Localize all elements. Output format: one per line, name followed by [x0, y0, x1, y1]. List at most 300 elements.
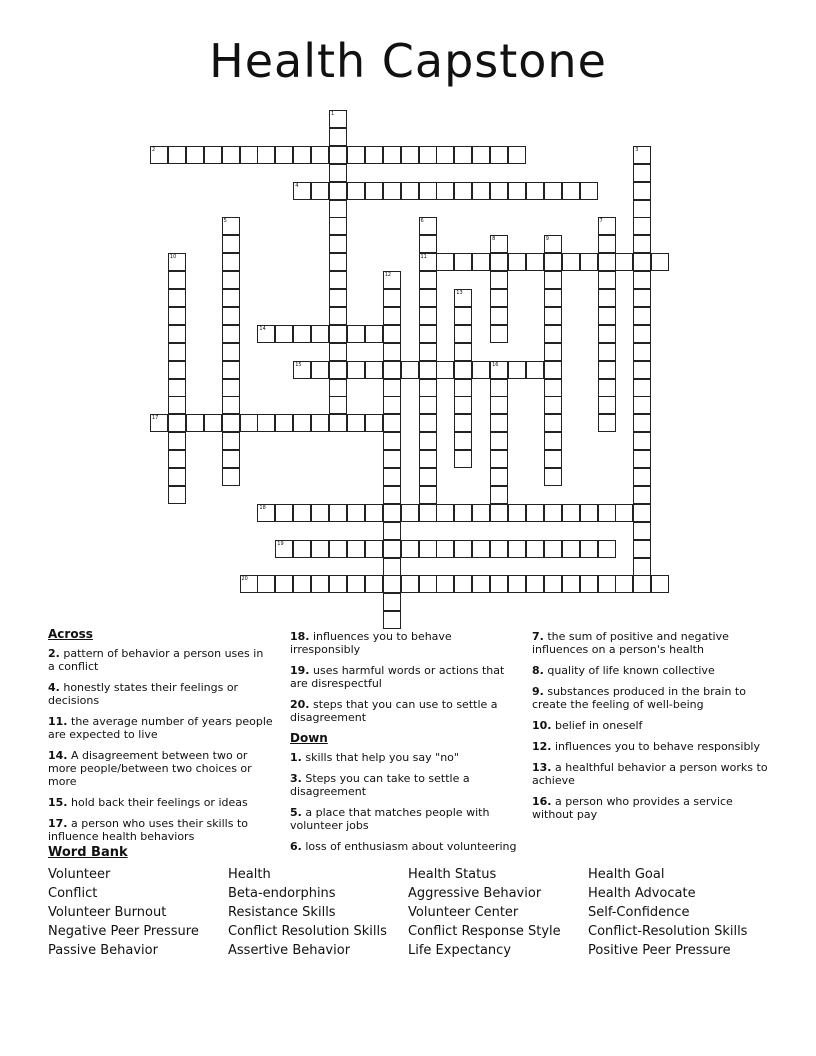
- crossword-cell[interactable]: [580, 253, 598, 271]
- crossword-cell[interactable]: [383, 414, 401, 432]
- crossword-cell[interactable]: [651, 253, 669, 271]
- crossword-cell[interactable]: [293, 361, 311, 379]
- crossword-cell[interactable]: [329, 271, 347, 289]
- crossword-cell[interactable]: [633, 146, 651, 164]
- crossword-cell[interactable]: [419, 486, 437, 504]
- crossword-cell[interactable]: [383, 146, 401, 164]
- crossword-cell[interactable]: [329, 164, 347, 182]
- crossword-cell[interactable]: [383, 593, 401, 611]
- crossword-cell[interactable]: [168, 325, 186, 343]
- crossword-cell[interactable]: [490, 486, 508, 504]
- crossword-cell[interactable]: [419, 146, 437, 164]
- crossword-cell[interactable]: [168, 307, 186, 325]
- crossword-cell[interactable]: [419, 468, 437, 486]
- crossword-cell[interactable]: [419, 432, 437, 450]
- crossword-cell[interactable]: [329, 343, 347, 361]
- crossword-cell[interactable]: [383, 182, 401, 200]
- crossword-cell[interactable]: [329, 235, 347, 253]
- crossword-cell[interactable]: [633, 575, 651, 593]
- crossword-cell[interactable]: [490, 575, 508, 593]
- crossword-cell[interactable]: [347, 575, 365, 593]
- crossword-cell[interactable]: [508, 182, 526, 200]
- crossword-cell[interactable]: [633, 396, 651, 414]
- crossword-cell[interactable]: [508, 575, 526, 593]
- crossword-cell[interactable]: [598, 235, 616, 253]
- crossword-cell[interactable]: [168, 343, 186, 361]
- crossword-cell[interactable]: [383, 432, 401, 450]
- crossword-cell[interactable]: [383, 504, 401, 522]
- crossword-cell[interactable]: [168, 361, 186, 379]
- crossword-cell[interactable]: [454, 325, 472, 343]
- crossword-cell[interactable]: [222, 235, 240, 253]
- crossword-cell[interactable]: [562, 504, 580, 522]
- crossword-cell[interactable]: [490, 253, 508, 271]
- crossword-cell[interactable]: [168, 468, 186, 486]
- crossword-cell[interactable]: [436, 504, 454, 522]
- crossword-cell[interactable]: [365, 504, 383, 522]
- crossword-cell[interactable]: [419, 575, 437, 593]
- crossword-cell[interactable]: [275, 325, 293, 343]
- crossword-cell[interactable]: [383, 450, 401, 468]
- crossword-cell[interactable]: [329, 540, 347, 558]
- crossword-cell[interactable]: [347, 414, 365, 432]
- crossword-cell[interactable]: [419, 396, 437, 414]
- crossword-cell[interactable]: [562, 253, 580, 271]
- clue-across-17: 17. a person who uses their skills to influence health behaviors: [48, 817, 248, 843]
- crossword-cell[interactable]: [454, 432, 472, 450]
- crossword-cell[interactable]: [633, 182, 651, 200]
- crossword-cell[interactable]: [383, 343, 401, 361]
- crossword-cell[interactable]: [454, 379, 472, 397]
- crossword-cell[interactable]: [383, 289, 401, 307]
- crossword-cell[interactable]: [598, 396, 616, 414]
- crossword-cell[interactable]: [186, 146, 204, 164]
- crossword-cell[interactable]: [329, 217, 347, 235]
- crossword-cell[interactable]: [383, 575, 401, 593]
- crossword-cell[interactable]: [419, 182, 437, 200]
- word-bank-item: Conflict Resolution Skills: [228, 924, 387, 939]
- crossword-cell[interactable]: [383, 379, 401, 397]
- crossword-cell[interactable]: [222, 396, 240, 414]
- crossword-cell[interactable]: [311, 414, 329, 432]
- crossword-cell[interactable]: [490, 271, 508, 289]
- crossword-cell[interactable]: [329, 575, 347, 593]
- crossword-cell[interactable]: [383, 307, 401, 325]
- crossword-cell[interactable]: [633, 540, 651, 558]
- crossword-cell[interactable]: [168, 271, 186, 289]
- crossword-cell[interactable]: [490, 146, 508, 164]
- crossword-cell[interactable]: [168, 432, 186, 450]
- crossword-cell[interactable]: [526, 575, 544, 593]
- crossword-cell[interactable]: [365, 146, 383, 164]
- crossword-cell[interactable]: [544, 379, 562, 397]
- crossword-cell[interactable]: [204, 414, 222, 432]
- crossword-cell[interactable]: [383, 522, 401, 540]
- word-bank-item: Health Goal: [588, 867, 665, 882]
- crossword-cell[interactable]: [544, 504, 562, 522]
- crossword-cell[interactable]: [598, 289, 616, 307]
- crossword-cell[interactable]: [562, 182, 580, 200]
- crossword-cell[interactable]: [580, 575, 598, 593]
- crossword-cell[interactable]: [615, 504, 633, 522]
- crossword-cell[interactable]: [544, 271, 562, 289]
- crossword-cell[interactable]: [383, 361, 401, 379]
- crossword-cell[interactable]: [490, 432, 508, 450]
- crossword-cell[interactable]: [454, 146, 472, 164]
- crossword-cell[interactable]: [222, 450, 240, 468]
- crossword-cell[interactable]: [329, 414, 347, 432]
- crossword-cell[interactable]: [275, 146, 293, 164]
- crossword-cell[interactable]: [150, 414, 168, 432]
- crossword-cell[interactable]: [222, 432, 240, 450]
- crossword-cell[interactable]: [633, 504, 651, 522]
- crossword-cell[interactable]: [526, 253, 544, 271]
- crossword-cell[interactable]: [365, 575, 383, 593]
- crossword-cell[interactable]: [347, 182, 365, 200]
- crossword-cell[interactable]: [472, 361, 490, 379]
- crossword-cell[interactable]: [490, 235, 508, 253]
- crossword-cell[interactable]: [544, 289, 562, 307]
- crossword-cell[interactable]: [347, 361, 365, 379]
- crossword-cell[interactable]: [633, 343, 651, 361]
- crossword-cell[interactable]: [401, 146, 419, 164]
- crossword-cell[interactable]: [293, 575, 311, 593]
- crossword-cell[interactable]: [329, 325, 347, 343]
- crossword-cell[interactable]: [580, 182, 598, 200]
- crossword-cell[interactable]: [401, 540, 419, 558]
- crossword-cell[interactable]: [168, 289, 186, 307]
- crossword-cell[interactable]: [454, 414, 472, 432]
- crossword-cell[interactable]: [633, 325, 651, 343]
- crossword-cell[interactable]: [275, 414, 293, 432]
- crossword-cell[interactable]: [436, 361, 454, 379]
- crossword-cell[interactable]: [419, 540, 437, 558]
- crossword-cell[interactable]: [168, 486, 186, 504]
- crossword-cell[interactable]: [633, 307, 651, 325]
- crossword-cell[interactable]: [401, 504, 419, 522]
- crossword-cell[interactable]: [490, 307, 508, 325]
- crossword-cell[interactable]: [454, 396, 472, 414]
- crossword-cell[interactable]: [347, 325, 365, 343]
- crossword-cell[interactable]: [633, 414, 651, 432]
- crossword-cell[interactable]: [293, 540, 311, 558]
- crossword-cell[interactable]: [168, 253, 186, 271]
- crossword-cell[interactable]: [293, 182, 311, 200]
- crossword-cell[interactable]: [598, 361, 616, 379]
- crossword-cell[interactable]: [222, 217, 240, 235]
- crossword-cell[interactable]: [651, 575, 669, 593]
- crossword-cell[interactable]: [436, 540, 454, 558]
- clue-number: 15: [295, 361, 302, 368]
- crossword-cell[interactable]: [598, 307, 616, 325]
- crossword-cell[interactable]: [633, 217, 651, 235]
- crossword-cell[interactable]: [490, 289, 508, 307]
- crossword-cell[interactable]: [383, 558, 401, 576]
- word-bank-item: Beta-endorphins: [228, 886, 336, 901]
- crossword-cell[interactable]: [329, 146, 347, 164]
- crossword-cell[interactable]: [454, 450, 472, 468]
- crossword-cell[interactable]: [311, 325, 329, 343]
- crossword-cell[interactable]: [580, 504, 598, 522]
- crossword-cell[interactable]: [544, 468, 562, 486]
- crossword-cell[interactable]: [508, 146, 526, 164]
- crossword-cell[interactable]: [633, 432, 651, 450]
- crossword-cell[interactable]: [365, 182, 383, 200]
- crossword-cell[interactable]: [633, 450, 651, 468]
- crossword-cell[interactable]: [419, 217, 437, 235]
- crossword-cell[interactable]: [598, 414, 616, 432]
- crossword-cell[interactable]: [419, 379, 437, 397]
- crossword-cell[interactable]: [598, 379, 616, 397]
- crossword-cell[interactable]: [257, 146, 275, 164]
- crossword-cell[interactable]: [490, 182, 508, 200]
- crossword-cell[interactable]: [383, 325, 401, 343]
- crossword-cell[interactable]: [293, 504, 311, 522]
- crossword-cell[interactable]: [383, 396, 401, 414]
- crossword-cell[interactable]: [490, 414, 508, 432]
- crossword-cell[interactable]: [633, 164, 651, 182]
- crossword-cell[interactable]: [419, 450, 437, 468]
- crossword-cell[interactable]: [222, 253, 240, 271]
- crossword-cell[interactable]: [329, 182, 347, 200]
- crossword-cell[interactable]: [436, 253, 454, 271]
- crossword-cell[interactable]: [508, 361, 526, 379]
- crossword-cell[interactable]: [598, 540, 616, 558]
- crossword-cell[interactable]: [383, 540, 401, 558]
- crossword-cell[interactable]: [544, 450, 562, 468]
- crossword-cell[interactable]: [365, 361, 383, 379]
- crossword-cell[interactable]: [633, 468, 651, 486]
- crossword-cell[interactable]: [508, 253, 526, 271]
- crossword-cell[interactable]: [419, 504, 437, 522]
- crossword-cell[interactable]: [257, 414, 275, 432]
- word-bank-item: Conflict-Resolution Skills: [588, 924, 748, 939]
- crossword-cell[interactable]: [615, 253, 633, 271]
- crossword-cell[interactable]: [419, 253, 437, 271]
- crossword-cell[interactable]: [222, 468, 240, 486]
- crossword-cell[interactable]: [168, 414, 186, 432]
- crossword-cell[interactable]: [419, 235, 437, 253]
- crossword-cell[interactable]: [293, 325, 311, 343]
- crossword-cell[interactable]: [454, 253, 472, 271]
- crossword-cell[interactable]: [633, 253, 651, 271]
- crossword-cell[interactable]: [454, 504, 472, 522]
- crossword-cell[interactable]: [419, 361, 437, 379]
- crossword-cell[interactable]: [168, 450, 186, 468]
- crossword-cell[interactable]: [544, 235, 562, 253]
- crossword-cell[interactable]: [526, 361, 544, 379]
- crossword-cell[interactable]: [544, 325, 562, 343]
- crossword-cell[interactable]: [419, 414, 437, 432]
- crossword-cell[interactable]: [365, 325, 383, 343]
- crossword-cell[interactable]: [454, 289, 472, 307]
- crossword-cell[interactable]: [544, 253, 562, 271]
- crossword-cell[interactable]: [293, 146, 311, 164]
- crossword-cell[interactable]: [222, 271, 240, 289]
- crossword-cell[interactable]: [598, 325, 616, 343]
- crossword-cell[interactable]: [311, 361, 329, 379]
- crossword-cell[interactable]: [562, 575, 580, 593]
- crossword-cell[interactable]: [436, 575, 454, 593]
- crossword-cell[interactable]: [347, 504, 365, 522]
- crossword-cell[interactable]: [490, 504, 508, 522]
- crossword-cell[interactable]: [401, 575, 419, 593]
- crossword-cell[interactable]: [347, 540, 365, 558]
- crossword-cell[interactable]: [240, 414, 258, 432]
- crossword-cell[interactable]: [168, 146, 186, 164]
- crossword-cell[interactable]: [383, 468, 401, 486]
- crossword-cell[interactable]: [222, 379, 240, 397]
- crossword-cell[interactable]: [544, 414, 562, 432]
- crossword-cell[interactable]: [490, 361, 508, 379]
- crossword-cell[interactable]: [508, 504, 526, 522]
- crossword-cell[interactable]: [383, 486, 401, 504]
- crossword-cell[interactable]: [401, 182, 419, 200]
- crossword-cell[interactable]: [419, 343, 437, 361]
- clue-number: 12: [384, 272, 392, 279]
- crossword-cell[interactable]: [598, 343, 616, 361]
- crossword-cell[interactable]: [222, 414, 240, 432]
- crossword-cell[interactable]: [544, 396, 562, 414]
- crossword-cell[interactable]: [598, 253, 616, 271]
- crossword-cell[interactable]: [472, 504, 490, 522]
- crossword-cell[interactable]: [257, 575, 275, 593]
- crossword-cell[interactable]: [454, 307, 472, 325]
- clue-across-19: 19. uses harmful words or actions that are disrespectful: [290, 664, 505, 690]
- crossword-cell[interactable]: [311, 146, 329, 164]
- crossword-cell[interactable]: [204, 146, 222, 164]
- crossword-cell[interactable]: [615, 575, 633, 593]
- crossword-cell[interactable]: [311, 540, 329, 558]
- crossword-cell[interactable]: [490, 468, 508, 486]
- crossword-cell[interactable]: [598, 575, 616, 593]
- crossword-cell[interactable]: [365, 540, 383, 558]
- crossword-cell[interactable]: [275, 540, 293, 558]
- crossword-cell[interactable]: [633, 289, 651, 307]
- crossword-cell[interactable]: [490, 450, 508, 468]
- crossword-cell[interactable]: [186, 414, 204, 432]
- crossword-cell[interactable]: [472, 575, 490, 593]
- crossword-cell[interactable]: [598, 217, 616, 235]
- clue-down-10: 10. belief in oneself: [532, 719, 643, 732]
- crossword-cell[interactable]: [419, 271, 437, 289]
- crossword-cell[interactable]: [419, 325, 437, 343]
- crossword-cell[interactable]: [436, 182, 454, 200]
- crossword-cell[interactable]: [544, 361, 562, 379]
- crossword-cell[interactable]: [419, 289, 437, 307]
- crossword-cell[interactable]: [633, 558, 651, 576]
- crossword-cell[interactable]: [329, 379, 347, 397]
- crossword-cell[interactable]: [562, 540, 580, 558]
- crossword-cell[interactable]: [508, 540, 526, 558]
- crossword-cell[interactable]: [329, 253, 347, 271]
- crossword-cell[interactable]: [526, 182, 544, 200]
- crossword-cell[interactable]: [401, 361, 419, 379]
- crossword-cell[interactable]: [544, 182, 562, 200]
- crossword-cell[interactable]: [383, 271, 401, 289]
- crossword-cell[interactable]: [633, 271, 651, 289]
- crossword-cell[interactable]: [311, 504, 329, 522]
- crossword-cell[interactable]: [240, 146, 258, 164]
- crossword-cell[interactable]: [490, 540, 508, 558]
- crossword-cell[interactable]: [454, 182, 472, 200]
- crossword-cell[interactable]: [329, 128, 347, 146]
- crossword-cell[interactable]: [490, 325, 508, 343]
- crossword-cell[interactable]: [329, 504, 347, 522]
- crossword-cell[interactable]: [329, 110, 347, 128]
- crossword-cell[interactable]: [598, 271, 616, 289]
- crossword-cell[interactable]: [329, 361, 347, 379]
- crossword-cell[interactable]: [490, 396, 508, 414]
- crossword-cell[interactable]: [544, 307, 562, 325]
- crossword-cell[interactable]: [275, 504, 293, 522]
- crossword-cell[interactable]: [598, 504, 616, 522]
- crossword-cell[interactable]: [222, 307, 240, 325]
- crossword-cell[interactable]: [150, 146, 168, 164]
- crossword-cell[interactable]: [311, 575, 329, 593]
- crossword-cell[interactable]: [383, 611, 401, 629]
- crossword-cell[interactable]: [329, 307, 347, 325]
- crossword-cell[interactable]: [526, 540, 544, 558]
- clue-number: 1: [331, 111, 335, 117]
- crossword-cell[interactable]: [365, 414, 383, 432]
- crossword-cell[interactable]: [472, 182, 490, 200]
- clue-down-9: 9. substances produced in the brain to create the feeling of well-being: [532, 685, 746, 711]
- crossword-cell[interactable]: [633, 361, 651, 379]
- crossword-cell[interactable]: [329, 396, 347, 414]
- crossword-cell[interactable]: [222, 361, 240, 379]
- down-heading: Down: [290, 731, 328, 745]
- crossword-cell[interactable]: [222, 289, 240, 307]
- crossword-cell[interactable]: [454, 361, 472, 379]
- crossword-cell[interactable]: [544, 540, 562, 558]
- crossword-cell[interactable]: [544, 575, 562, 593]
- crossword-cell[interactable]: [436, 146, 454, 164]
- crossword-cell[interactable]: [472, 253, 490, 271]
- crossword-cell[interactable]: [633, 235, 651, 253]
- crossword-cell[interactable]: [347, 146, 365, 164]
- crossword-cell[interactable]: [419, 307, 437, 325]
- crossword-cell[interactable]: [240, 575, 258, 593]
- crossword-cell[interactable]: [168, 396, 186, 414]
- crossword-cell[interactable]: [222, 146, 240, 164]
- crossword-cell[interactable]: [311, 182, 329, 200]
- crossword-cell[interactable]: [580, 540, 598, 558]
- crossword-cell[interactable]: [633, 486, 651, 504]
- crossword-cell[interactable]: [222, 325, 240, 343]
- crossword-cell[interactable]: [526, 504, 544, 522]
- crossword-cell[interactable]: [257, 504, 275, 522]
- crossword-cell[interactable]: [633, 200, 651, 218]
- crossword-cell[interactable]: [329, 200, 347, 218]
- crossword-cell[interactable]: [293, 414, 311, 432]
- crossword-cell[interactable]: [544, 343, 562, 361]
- crossword-cell[interactable]: [472, 540, 490, 558]
- crossword-cell[interactable]: [472, 146, 490, 164]
- crossword-cell[interactable]: [633, 379, 651, 397]
- crossword-cell[interactable]: [490, 379, 508, 397]
- crossword-cell[interactable]: [168, 379, 186, 397]
- crossword-cell[interactable]: [275, 575, 293, 593]
- crossword-cell[interactable]: [257, 325, 275, 343]
- crossword-cell[interactable]: [329, 289, 347, 307]
- crossword-cell[interactable]: [454, 540, 472, 558]
- crossword-cell[interactable]: [454, 343, 472, 361]
- crossword-cell[interactable]: [633, 522, 651, 540]
- crossword-cell[interactable]: [222, 343, 240, 361]
- crossword-cell[interactable]: [544, 432, 562, 450]
- crossword-cell[interactable]: [454, 575, 472, 593]
